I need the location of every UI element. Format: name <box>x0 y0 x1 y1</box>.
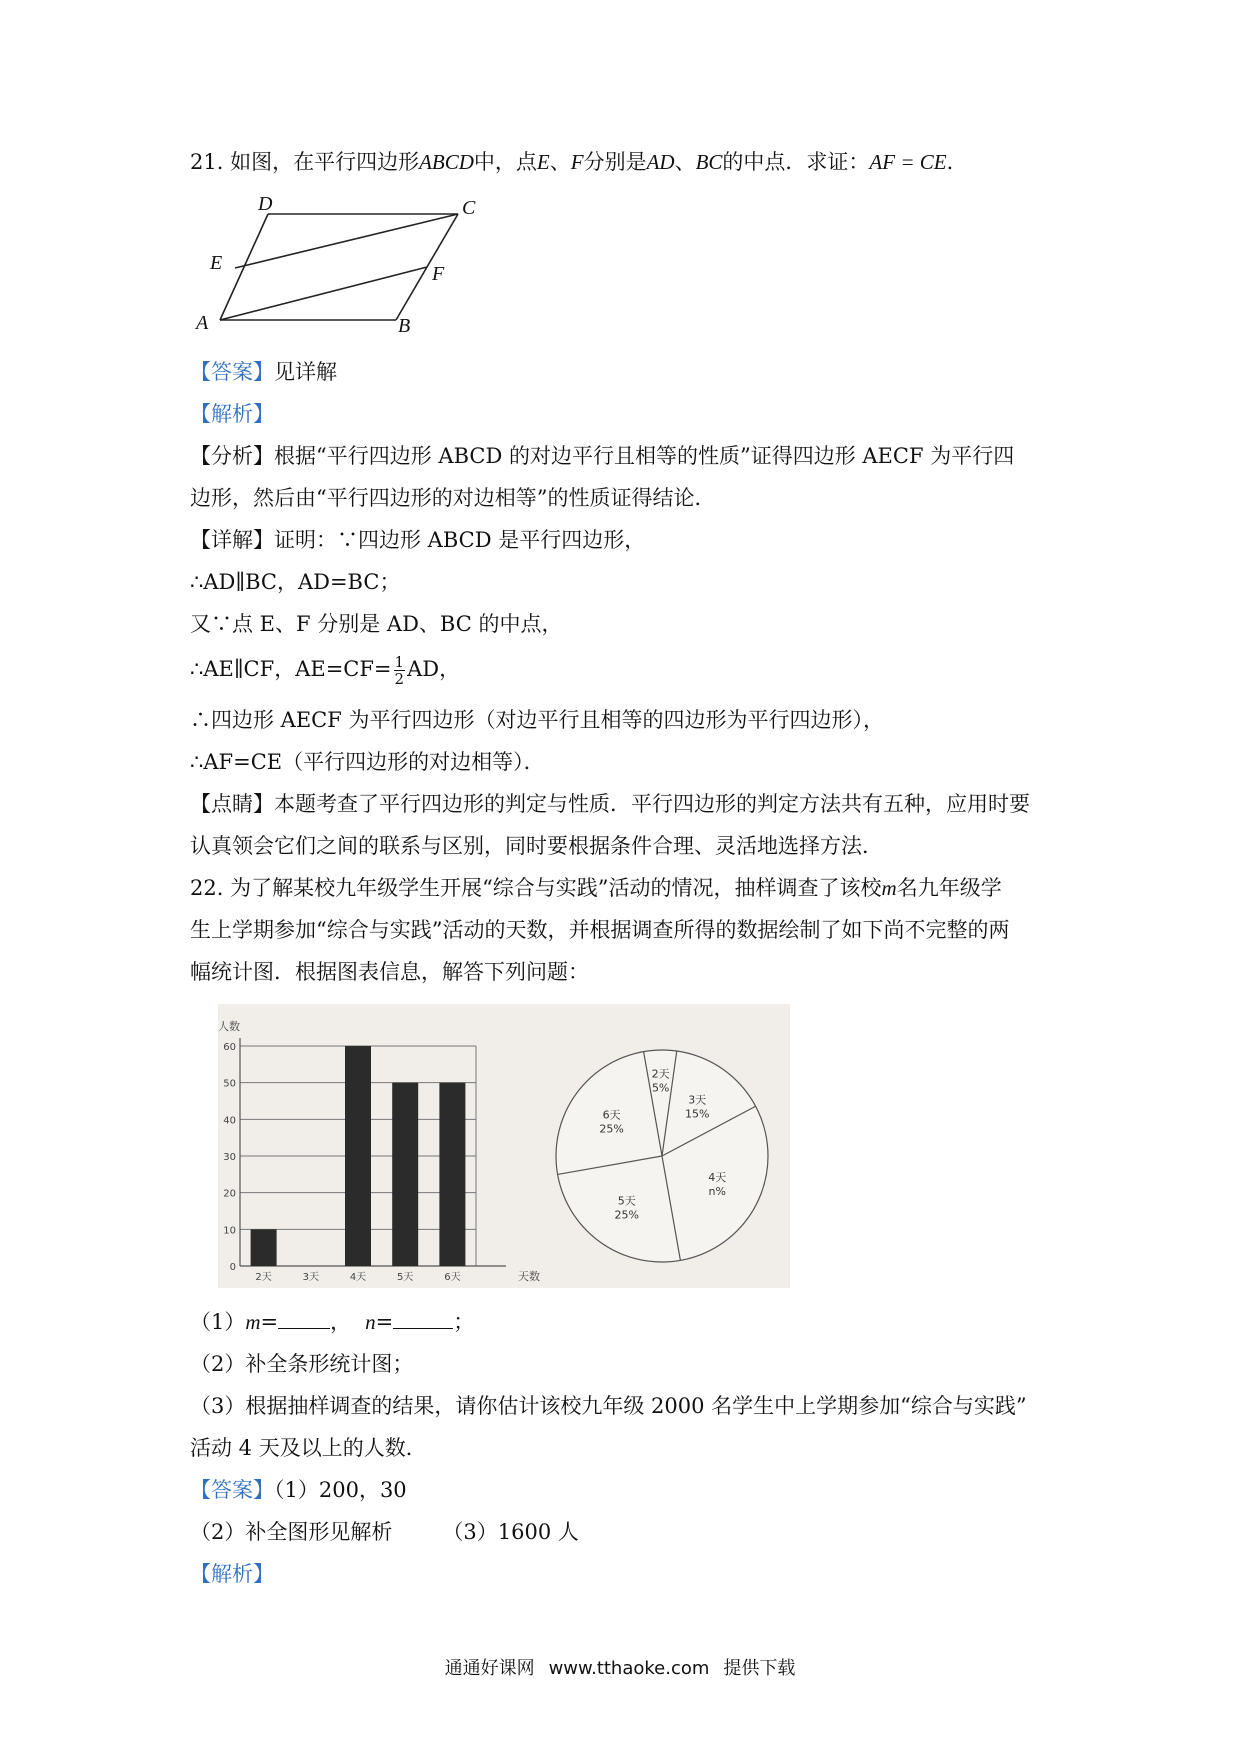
pie-slice-label: 2天 <box>651 1067 670 1081</box>
q21-sep: 、 <box>674 150 696 174</box>
q22-sub1 <box>190 1308 474 1336</box>
q22-text: 生上学期参加“综合与实践”活动的天数，并根据调查所得的数据绘制了如下尚不完整的两 <box>190 918 1010 942</box>
bar-ytick-label: 20 <box>223 1188 236 1200</box>
q21-stem-text: 的中点．求证： <box>722 150 870 174</box>
sub-text: （3）根据抽样调查的结果，请你估计该校九年级 2000 名学生中上学期参加“综合与实践” <box>190 1394 1027 1418</box>
footer-suffix: 提供下载 <box>723 1658 796 1679</box>
pie-slice-percent: n% <box>708 1184 726 1198</box>
q22-answer-2 <box>190 1518 579 1546</box>
bar-ytick-label: 50 <box>223 1078 236 1090</box>
sep: ； <box>453 1310 475 1334</box>
q21-stem <box>190 148 968 176</box>
side-da <box>220 214 268 320</box>
answer-text: （3）1600 人 <box>442 1520 579 1544</box>
q22-sub3-2 <box>190 1434 427 1462</box>
pie-slice-percent: 25% <box>614 1208 639 1222</box>
fenxi-text: 边形，然后由“平行四边形的对边相等”的性质证得结论． <box>190 486 716 510</box>
q22-sub3-1 <box>190 1392 1027 1420</box>
label-d: D <box>258 196 273 215</box>
analysis-tag: 【解析】 <box>190 1562 274 1586</box>
q22-var-m: m <box>245 1310 261 1334</box>
q21-detail-6 <box>190 748 545 776</box>
answer-text: 见详解 <box>274 360 337 384</box>
q21-stem-text: 如图，在平行四边形 <box>230 150 420 174</box>
q22-var-n: n <box>365 1310 376 1334</box>
equals-sign: = <box>375 1310 394 1334</box>
footer-url[interactable]: www.tthaoke.com <box>548 1658 710 1679</box>
answer-blank-m[interactable] <box>278 1308 330 1329</box>
q21-answer <box>190 358 337 386</box>
q21-stem-text: 中，点 <box>473 150 537 174</box>
q21-stem-end: ． <box>946 150 968 174</box>
pie-chart <box>550 1004 790 1288</box>
q21-equation: AF = CE <box>869 150 947 174</box>
segment-af <box>220 267 427 320</box>
analysis-tag: 【解析】 <box>190 402 274 426</box>
answer-text: （1）200，30 <box>274 1478 407 1502</box>
answer-tag: 【答案】 <box>190 360 274 384</box>
statistics-figure <box>218 1004 790 1288</box>
q21-detail-3 <box>190 610 563 638</box>
pie-slice-label: 4天 <box>708 1170 727 1184</box>
fraction-numerator: 1 <box>394 653 405 671</box>
bar-xtick-label: 4天 <box>349 1272 367 1283</box>
pie-slice-percent: 15% <box>685 1107 710 1121</box>
q21-fenxi-2 <box>190 484 715 512</box>
bar-chart <box>218 1004 548 1288</box>
bar-5天 <box>392 1083 418 1266</box>
bar-ytick-label: 40 <box>223 1115 236 1127</box>
q21-abcd: ABCD <box>419 150 474 174</box>
bar-2天 <box>251 1229 277 1266</box>
q21-stem-text: 分别是 <box>583 150 647 174</box>
pie-slice-percent: 25% <box>599 1122 624 1136</box>
footer-site-name: 通通好课网 <box>444 1658 535 1679</box>
detail-text: ∴四边形 AECF 为平行四边形（对边平行且相等的四边形为平行四边形）， <box>190 708 884 732</box>
bar-xtick-label: 2天 <box>255 1272 272 1283</box>
label-c: C <box>462 197 476 219</box>
detail-text: ∴AD∥BC，AD=BC； <box>190 570 401 594</box>
fenxi-text: 根据“平行四边形 ABCD 的对边平行且相等的性质”证得四边形 AECF 为平行四 <box>274 444 1015 468</box>
pie-slice-label: 6天 <box>602 1108 621 1122</box>
parallelogram-figure <box>190 196 490 336</box>
bar-ytick-label: 30 <box>223 1152 236 1163</box>
q22-stem-2 <box>190 916 1009 944</box>
q21-detail-1 <box>190 526 645 554</box>
q22-answer-1 <box>190 1476 407 1504</box>
q22-text: 名九年级学 <box>896 876 1002 900</box>
q21-analysis-tag-line <box>190 400 274 428</box>
q21-dianjing-2 <box>190 832 883 860</box>
pie-slice-label: 3天 <box>688 1093 707 1107</box>
label-a: A <box>196 312 209 334</box>
bar-xtick-label: 3天 <box>302 1272 319 1283</box>
detail-text: 又∵点 E、F 分别是 AD、BC 的中点， <box>190 612 563 636</box>
q22-text: 22. 为了解某校九年级学生开展“综合与实践”活动的情况，抽样调查了该校 <box>190 876 882 900</box>
q22-text: 幅统计图．根据图表信息，解答下列问题： <box>190 960 589 984</box>
sep: ， <box>330 1310 352 1334</box>
dianjing-text: 认真领会它们之间的联系与区别，同时要根据条件合理、灵活地选择方法． <box>190 834 883 858</box>
bar-ytick-label: 0 <box>229 1262 236 1273</box>
q22-stem-3 <box>190 958 589 986</box>
pie-slice-percent: 5% <box>651 1081 670 1095</box>
fraction-one-half <box>394 654 406 687</box>
bar-6天 <box>439 1083 465 1266</box>
q22-sub2 <box>190 1350 413 1378</box>
bar-xtick-label: 5天 <box>397 1272 414 1283</box>
q21-detail-2 <box>190 568 400 596</box>
q22-analysis-tag-line <box>190 1560 274 1588</box>
answer-blank-n[interactable] <box>393 1308 453 1329</box>
q21-ad: AD <box>646 150 675 174</box>
equals-sign: = <box>260 1310 279 1334</box>
q21-number: 21. <box>190 150 224 174</box>
answer-text: （2）补全图形见解析 <box>190 1520 393 1544</box>
pie-slice-label: 5天 <box>617 1194 636 1208</box>
page-footer <box>0 1654 1240 1680</box>
fenxi-tag: 【分析】 <box>190 444 274 468</box>
bar-xtick-label: 6天 <box>444 1272 461 1283</box>
label-f: F <box>432 263 445 285</box>
q21-point-e: E <box>536 150 550 174</box>
dianjing-tag: 【点睛】 <box>190 792 274 816</box>
detail-text: AD， <box>407 657 461 681</box>
bar-4天 <box>345 1046 371 1266</box>
bar-ytick-label: 10 <box>223 1225 236 1237</box>
q21-dianjing-1 <box>190 790 1030 818</box>
q21-detail-5 <box>190 706 884 734</box>
q22-stem-1 <box>190 874 1002 902</box>
q21-point-f: F <box>570 150 584 174</box>
detail-text: ∴AE∥CF，AE=CF= <box>190 657 392 681</box>
sub-number: （1） <box>190 1310 246 1334</box>
bar-ylabel: 人数 <box>218 1020 240 1033</box>
q22-var-m: m <box>881 876 897 900</box>
q21-detail-4 <box>190 654 460 687</box>
sub-text: （2）补全条形统计图； <box>190 1352 414 1376</box>
label-b: B <box>398 315 411 336</box>
detail-text: ∴AF=CE（平行四边形的对边相等）． <box>190 750 545 774</box>
segment-ec <box>235 214 458 268</box>
fraction-denominator: 2 <box>394 670 405 688</box>
bar-xlabel: 天数 <box>518 1270 540 1283</box>
label-e: E <box>210 252 223 274</box>
detail-tag: 【详解】 <box>190 528 274 552</box>
detail-text: 证明：∵四边形 ABCD 是平行四边形， <box>274 528 646 552</box>
sub-text: 活动 4 天及以上的人数． <box>190 1436 427 1460</box>
q21-sep: 、 <box>549 150 571 174</box>
bar-ytick-label: 60 <box>223 1042 236 1053</box>
q21-fenxi-1 <box>190 442 1014 470</box>
q21-bc: BC <box>695 150 723 174</box>
answer-tag: 【答案】 <box>190 1478 274 1502</box>
dianjing-text: 本题考查了平行四边形的判定与性质．平行四边形的判定方法共有五种，应用时要 <box>274 792 1030 816</box>
